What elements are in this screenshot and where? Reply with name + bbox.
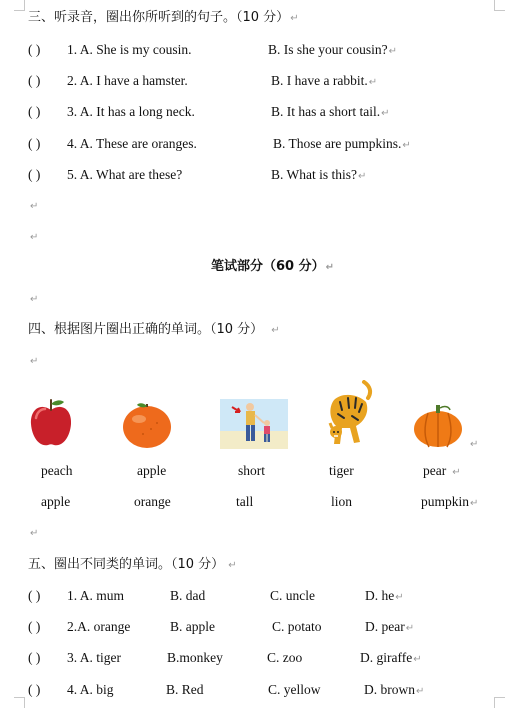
option-b: B. I have a rabbit.↵ <box>271 73 378 88</box>
answer-blank[interactable]: ( ) <box>28 104 41 119</box>
tiger-icon <box>324 380 378 450</box>
word-option[interactable]: orange <box>134 494 171 509</box>
empty-paragraph-mark: ↵ <box>30 201 39 212</box>
answer-blank[interactable]: ( ) <box>28 682 41 697</box>
option-b: B. apple <box>170 619 215 634</box>
word-option[interactable]: apple <box>41 494 71 509</box>
word-option[interactable]: apple <box>137 463 167 478</box>
option-b: B. Is she your cousin?↵ <box>268 42 397 57</box>
option-d: D. he↵ <box>365 588 404 603</box>
option-a: 4. A. These are oranges. <box>67 136 197 151</box>
option-d: D. giraffe↵ <box>360 650 422 665</box>
empty-paragraph-mark: ↵ <box>30 294 39 305</box>
crop-mark-top-right <box>494 0 505 11</box>
option-a: 1. A. She is my cousin. <box>67 42 192 57</box>
option-b: B. Those are pumpkins.↵ <box>273 136 411 151</box>
option-b: B. It has a short tail.↵ <box>271 104 390 119</box>
listening-heading-text: 三、听录音，圈出你所听到的句子。（10 分） <box>28 10 290 25</box>
empty-paragraph-mark: ↵ <box>30 232 39 243</box>
option-a: 3. A. It has a long neck. <box>67 104 195 119</box>
answer-blank[interactable]: ( ) <box>28 73 41 88</box>
answer-blank[interactable]: ( ) <box>28 42 41 57</box>
crop-mark-top-left <box>14 0 25 11</box>
listening-section-heading <box>28 10 299 27</box>
answer-blank[interactable]: ( ) <box>28 167 41 182</box>
word-option[interactable]: short <box>238 463 265 478</box>
word-option[interactable]: lion <box>331 494 353 509</box>
answer-blank[interactable]: ( ) <box>28 650 41 665</box>
word-option[interactable]: pear ↵ <box>423 463 461 478</box>
option-a: 3. A. tiger <box>67 650 121 665</box>
orange-icon <box>121 401 173 449</box>
word-option[interactable]: tall <box>236 494 254 509</box>
crop-mark-bottom-right <box>494 697 505 708</box>
option-a: 4. A. big <box>67 682 114 697</box>
word-option[interactable]: peach <box>41 463 73 478</box>
written-part-title: 笔试部分（60 分）↵ <box>211 259 335 274</box>
odd-one-out-section-heading: 五、圈出不同类的单词。（10 分） ↵ <box>28 557 237 572</box>
answer-blank[interactable]: ( ) <box>28 136 41 151</box>
option-b: B. What is this?↵ <box>271 167 367 182</box>
answer-blank[interactable]: ( ) <box>28 619 41 634</box>
empty-paragraph-mark: ↵ <box>30 528 39 539</box>
option-b: B.monkey <box>167 650 223 665</box>
option-b: B. dad <box>170 588 206 603</box>
paragraph-mark: ↵ <box>290 13 299 24</box>
apple-icon <box>28 398 74 448</box>
paragraph-mark: ↵ <box>470 439 479 450</box>
option-d: D. brown↵ <box>364 682 425 697</box>
word-option[interactable]: pumpkin↵ <box>421 494 479 509</box>
option-a: 2. A. I have a hamster. <box>67 73 188 88</box>
option-c: C. potato <box>272 619 322 634</box>
answer-blank[interactable]: ( ) <box>28 588 41 603</box>
word-option[interactable]: tiger <box>329 463 354 478</box>
crop-mark-bottom-left <box>14 697 25 708</box>
option-a: 2.A. orange <box>67 619 131 634</box>
option-c: C. yellow <box>268 682 321 697</box>
father-and-child-icon <box>220 399 288 449</box>
option-d: D. pear↵ <box>365 619 415 634</box>
option-c: C. zoo <box>267 650 303 665</box>
option-a: 5. A. What are these? <box>67 167 183 182</box>
option-a: 1. A. mum <box>67 588 125 603</box>
option-b: B. Red <box>166 682 204 697</box>
empty-paragraph-mark: ↵ <box>30 356 39 367</box>
pumpkin-icon <box>412 402 464 448</box>
pictures-section-heading: 四、根据图片圈出正确的单词。（10 分） ↵ <box>28 322 280 337</box>
option-c: C. uncle <box>270 588 315 603</box>
